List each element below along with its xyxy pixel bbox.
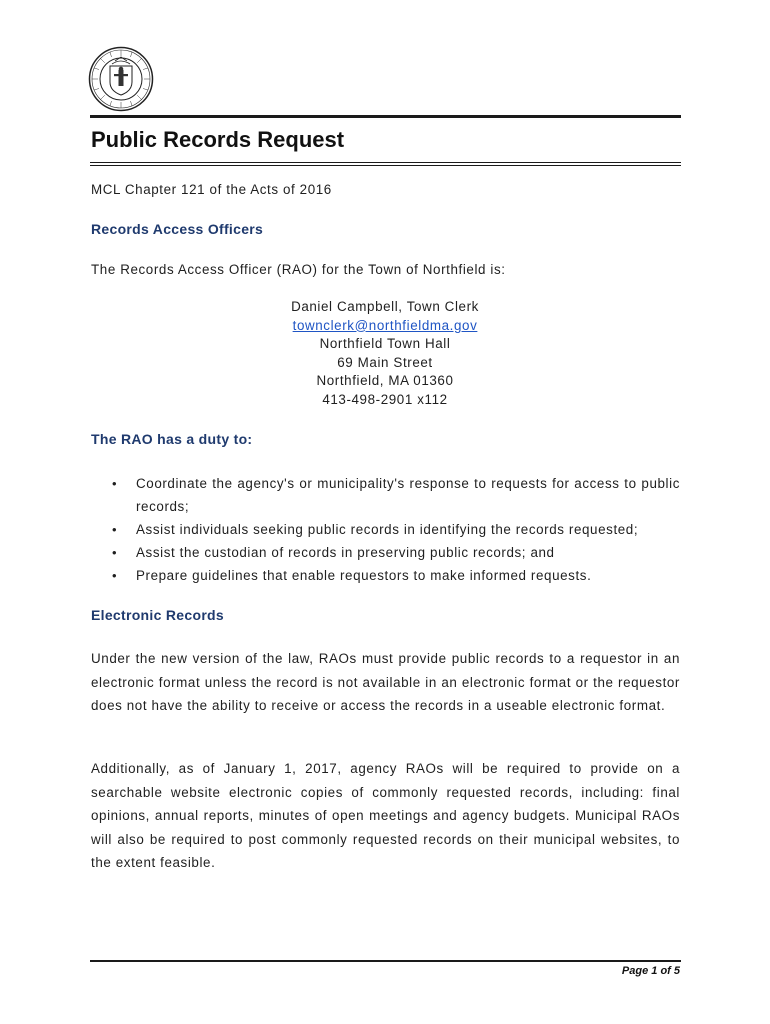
massachusetts-seal-logo — [88, 46, 154, 112]
electronic-records-heading: Electronic Records — [91, 607, 224, 623]
electronic-paragraph-2: Additionally, as of January 1, 2017, agency RAOs will be required to provide on a searchable website electronic copies of commonly requested records, including: final opinions, annual reports, minutes of open meetings and agency budgets. Municipal RAOs will also be required to post commonly requested records on their municipal websites, to the extent feasible. — [91, 761, 680, 871]
list-item: • Assist the custodian of records in preserving public records; and — [112, 541, 680, 564]
rao-heading: Records Access Officers — [91, 221, 264, 237]
contact-name: Daniel Campbell, Town Clerk — [291, 299, 479, 314]
page-title: Public Records Request — [91, 127, 345, 152]
electronic-paragraph-1: Under the new version of the law, RAOs must provide public records to a requestor in an electronic format unless the record is not available in an electronic format or the requestor does not have the ability to receive or access the records in a useable electronic format. — [91, 651, 680, 714]
document-subtitle: MCL Chapter 121 of the Acts of 2016 — [91, 182, 332, 197]
rao-contact-block — [230, 298, 540, 410]
contact-email-link[interactable]: townclerk@northfieldma.gov — [292, 317, 478, 333]
list-item: • Prepare guidelines that enable requestors to make informed requests. — [112, 564, 680, 587]
list-item: • Assist individuals seeking public records in identifying the records requested; — [112, 518, 680, 541]
footer-rule — [90, 960, 681, 962]
contact-street: 69 Main Street — [337, 354, 433, 370]
duty-heading: The RAO has a duty to: — [91, 431, 253, 447]
bullet-icon: • — [112, 476, 118, 491]
contact-city: Northfield, MA 01360 — [316, 373, 454, 389]
title-rule-bottom — [90, 162, 681, 166]
bullet-icon: • — [112, 568, 118, 583]
title-rule-top — [90, 115, 681, 118]
duty-list — [112, 472, 680, 587]
page-number: Page 1 of 5 — [621, 965, 680, 977]
rao-intro: The Records Access Officer (RAO) for the Town of Northfield is: — [91, 262, 506, 277]
contact-office: Northfield Town Hall — [319, 336, 451, 352]
list-item: • Coordinate the agency's or municipality's response to requests for access to public records; — [112, 472, 680, 518]
bullet-icon: • — [112, 522, 118, 537]
bullet-icon: • — [112, 545, 118, 560]
contact-phone: 413-498-2901 x112 — [322, 391, 448, 407]
